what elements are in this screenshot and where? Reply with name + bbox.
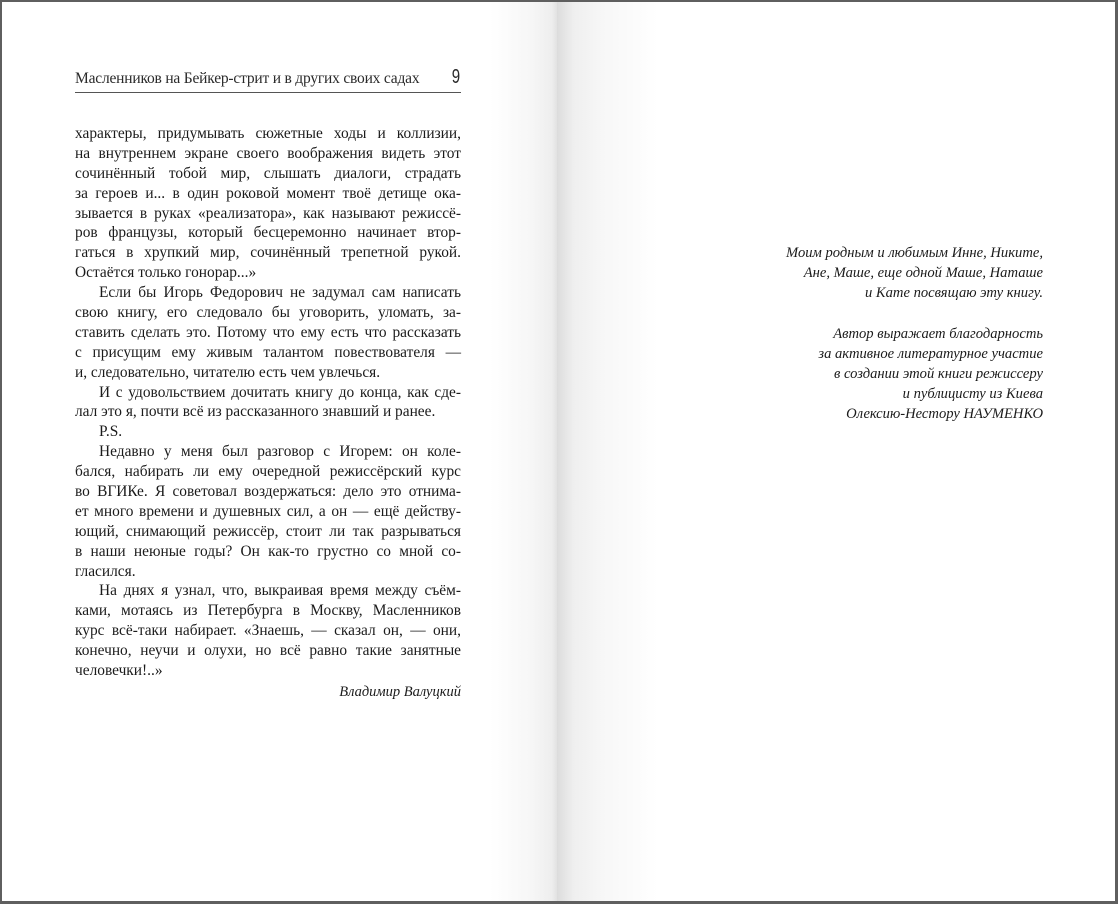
- signature: Владимир Валуцкий: [339, 683, 461, 700]
- text-line: ющий, снимающий режиссёр, стоит ли так разрываться: [75, 522, 461, 540]
- text-line: ров французы, который бесцеремонно начинает втор-: [75, 224, 461, 242]
- body-text: [75, 124, 461, 703]
- text-line: на внутреннем экране своего воображения видеть этот: [75, 144, 461, 162]
- dedication-line: и Кате посвящаю эту книгу.: [864, 285, 1043, 302]
- dedication-text: [723, 243, 1043, 304]
- text-line: Остаётся только гонорар...»: [75, 264, 257, 282]
- acknowledgement-line: за активное литературное участие: [818, 345, 1043, 362]
- paragraph: [75, 383, 461, 423]
- text-line: и, следовательно, читателю есть чем увлечься.: [75, 363, 381, 381]
- text-line: ет много времени и душевных сил, а он — ещё действу-: [75, 502, 461, 520]
- dedication-line: Моим родным и любимым Инне, Никите,: [786, 245, 1043, 261]
- text-line: за героев и... в один роковой момент твоё детище ока-: [75, 184, 461, 202]
- acknowledgement-text: [723, 324, 1043, 425]
- text-line: свою книгу, его следовало бы уговорить, уломать, за-: [75, 304, 461, 322]
- text-line: бался, набирать ли ему очередной режиссёрский курс: [75, 463, 461, 481]
- text-line: ками, мотаясь из Петербурга в Москву, Масленников: [75, 602, 461, 620]
- left-page: [0, 0, 557, 904]
- right-page: [557, 0, 1118, 904]
- text-line: гаться в хрупкий мир, сочинённый трепетной рукой.: [75, 244, 461, 262]
- text-line: ставить сделать это. Потому что ему есть что рассказать: [75, 323, 461, 341]
- paragraph: [75, 283, 461, 382]
- running-head: [75, 66, 461, 93]
- text-line: сочинённый тобой мир, слышать диалоги, страдать: [75, 164, 461, 182]
- acknowledgement-line: Автор выражает благодарность: [833, 325, 1043, 342]
- text-line: зывается в руках «реализатора», как называют режиссё-: [75, 204, 461, 222]
- text-line: характеры, придумывать сюжетные ходы и коллизии,: [75, 125, 461, 142]
- text-line: с присущим ему живым талантом повествователя —: [75, 343, 461, 361]
- running-head-title: Масленников на Бейкер-стрит и в других своих садах: [75, 70, 420, 87]
- text-line: человечки!..»: [75, 662, 163, 680]
- text-line: курс всё-таки набирает. «Знаешь, — сказал он, — они,: [75, 622, 461, 640]
- dedication-block: [723, 243, 1043, 425]
- dedication-line: Ане, Маше, еще одной Маше, Наташе: [803, 265, 1043, 282]
- acknowledgement-line: Олексию-Нестору НАУМЕНКО: [846, 406, 1043, 423]
- text-line: P.S.: [99, 423, 123, 441]
- paragraph: [75, 442, 461, 581]
- text-line: На днях я узнал, что, выкраивая время между съём-: [99, 582, 461, 600]
- text-line: конечно, неучи и олухи, но всё равно такие занятные: [75, 642, 461, 660]
- text-line: лал это я, почти всё из рассказанного знавший и ранее.: [75, 403, 436, 421]
- text-line: в наши неюные годы? Он как-то грустно со мной со-: [75, 542, 461, 560]
- paragraph: [75, 422, 461, 442]
- spacer: [723, 304, 1043, 324]
- acknowledgement-line: в создании этой книги режиссеру: [834, 366, 1043, 383]
- text-line: Недавно у меня был разговор с Игорем: он коле-: [99, 443, 461, 461]
- paragraph: [75, 581, 461, 680]
- text-line: во ВГИКе. Я советовал воздержаться: дело это отнима-: [75, 483, 461, 501]
- acknowledgement-line: и публицисту из Киева: [902, 386, 1043, 403]
- text-line: Если бы Игорь Федорович не задумал сам написать: [99, 284, 461, 302]
- text-line: гласился.: [75, 562, 136, 580]
- text-line: И с удовольствием дочитать книгу до конца, как сде-: [99, 383, 461, 401]
- paragraph: [75, 124, 461, 283]
- page-number: 9: [451, 66, 460, 88]
